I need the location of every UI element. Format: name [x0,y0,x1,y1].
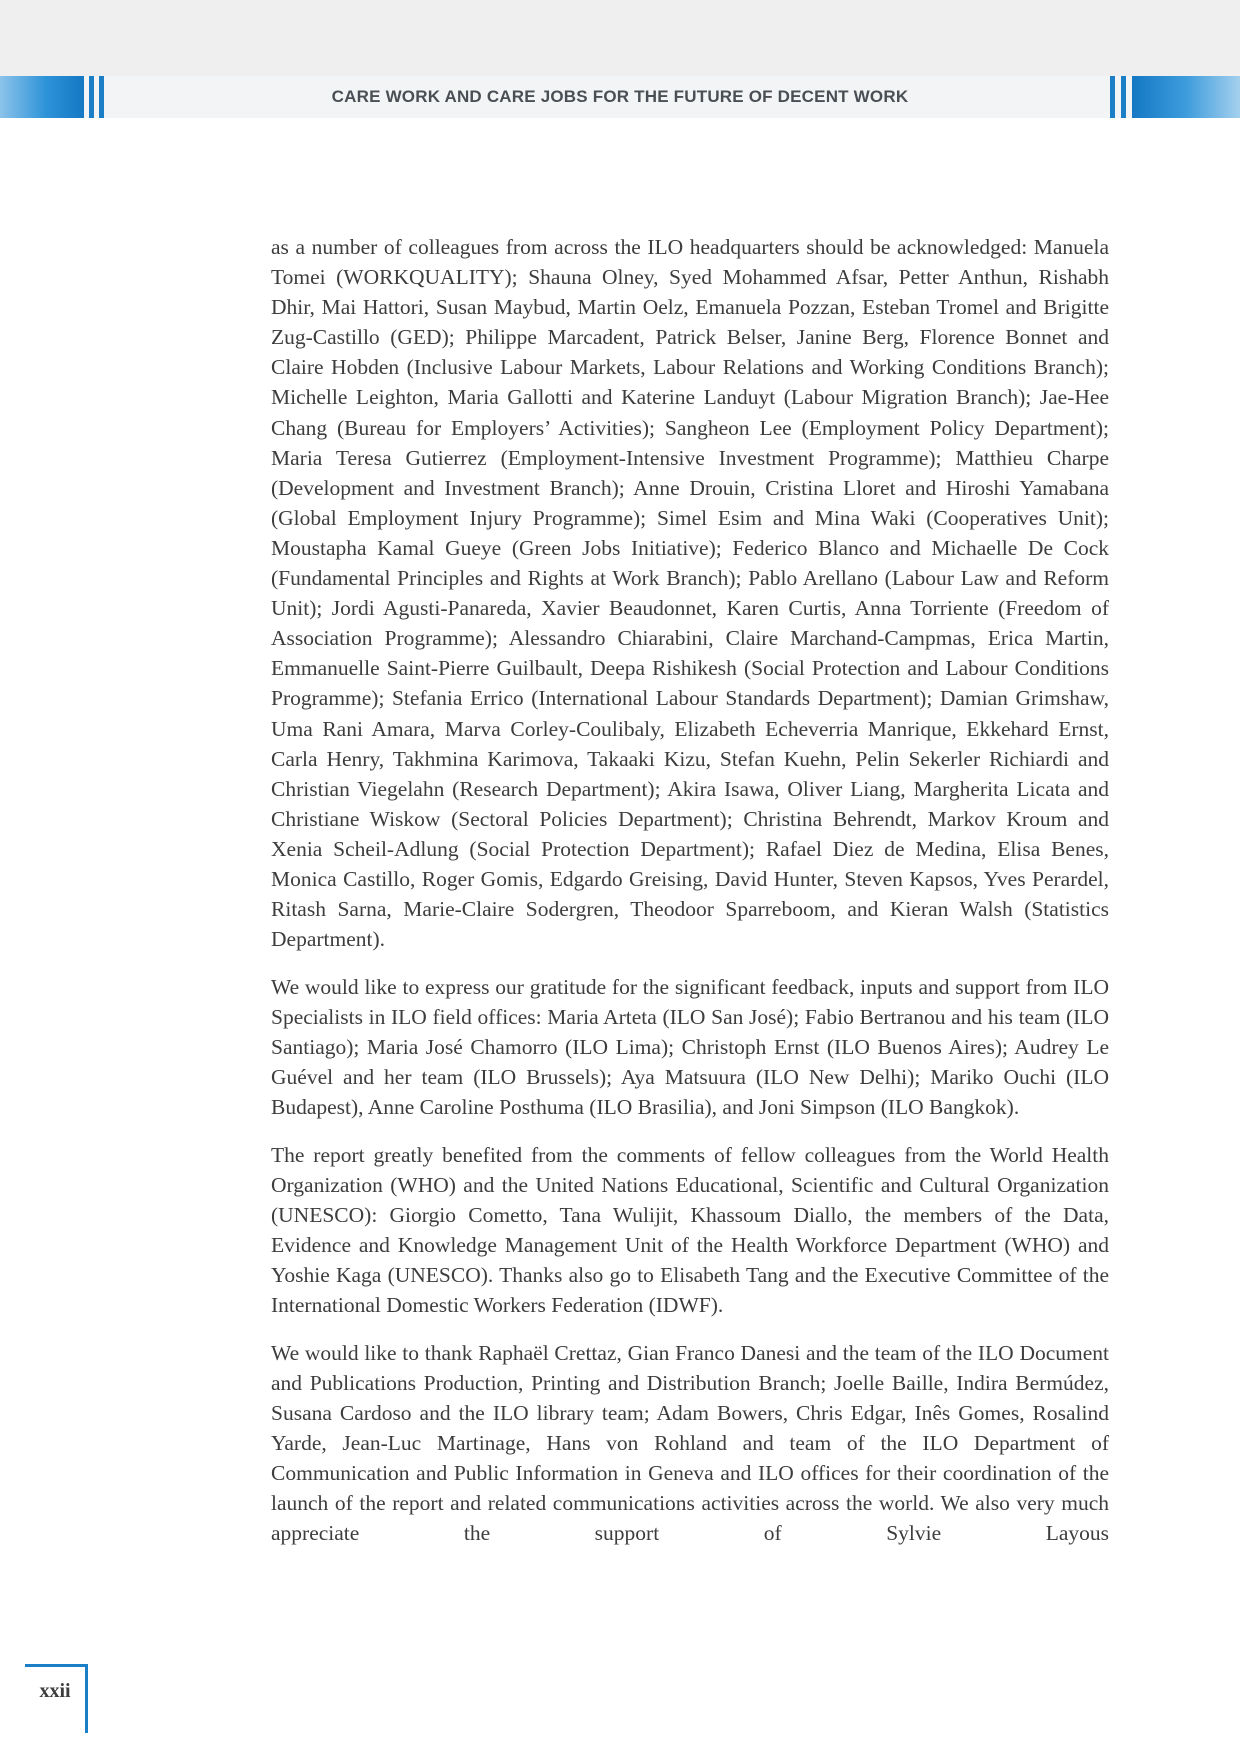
paragraph-acknowledgements-who-unesco: The report greatly benefited from the comments of fellow colleagues from the World Health Organization (WHO) and the United Nations Educational, Scientific and Cultural Organization (UNESCO): Giorgio Cometto, Tana Wulijit, Khassoum Diallo, the members of the Data, Evidence and Knowledge Management Unit of the Health Workforce Department (WHO) and Yoshie Kaga (UNESCO). Thanks also go to Elisabeth Tang and the Executive Committee of the International Domestic Workers Federation (IDWF). [271,1142,1109,1318]
paragraph-acknowledgements-headquarters: as a number of colleagues from across the ILO headquarters should be acknowledged: Manuela Tomei (WORKQUALITY); Shauna Olney, Syed Mohammed Afsar, Petter Anthun, Rishabh Dhir, Mai Hattori, Susan Maybud, Martin Oelz, Emanuela Pozzan, Esteban Tromel and Brigitte Zug-Castillo (GED); Philippe Marcadent, Patrick Belser, Janine Berg, Florence Bonnet and Claire Hobden (Inclusive Labour Markets, Labour Relations and Working Conditions Branch); Michelle Leighton, Maria Gallotti and Katerine Landuyt (Labour Migration Branch); Jae-Hee Chang (Bureau for Employers’ Activities); Sangheon Lee (Employment Policy Department); Maria Teresa Gutierrez (Employment-Intensive Investment Programme); Matthieu Charpe (Development and Investment Branch); Anne Drouin, Cristina Lloret and Hiroshi Yamabana (Global Employment Injury Programme); Simel Esim and Mina Waki (Cooperatives Unit); Moustapha Kamal Gueye (Green Jobs Initiative); Federico Blanco and Michaelle De Cock (Fundamental Principles and Rights at Work Branch); Pablo Arellano (Labour Law and Reform Unit); Jordi Agusti-Panareda, Xavier Beaudonnet, Karen Curtis, Anna Torriente (Freedom of Association Programme); Alessandro Chiarabini, Claire Marchand-Campmas, Erica Martin, Emmanuelle Saint-Pierre Guilbault, Deepa Rishikesh (Social Protection and Labour Conditions Programme); Stefania Errico (International Labour Standards Department); Damian Grimshaw, Uma Rani Amara, Marva Corley-Coulibaly, Elizabeth Echeverria Manrique, Ekkehard Ernst, Carla Henry, Takhmina Karimova, Takaaki Kizu, Stefan Kuehn, Pelin Sekerler Richiardi and Christian Viegelahn (Research Department); Akira Isawa, Oliver Liang, Margherita Licata and Christiane Wiskow (Sectoral Policies Department); Christina Behrendt, Markov Kroum and Xenia Scheil-Adlung (Social Protection Department); Rafael Diez de Medina, Elisa Benes, Monica Castillo, Roger Gomis, Edgardo Greising, David Hunter, Steven Kapsos, Yves Perardel, Ritash Sarna, Marie-Claire Sodergren, Theodoor Sparreboom, and Kieran Walsh (Statistics Department). [271,235,1109,952]
running-header-title: CARE WORK AND CARE JOBS FOR THE FUTURE OF DECENT WORK [331,87,909,106]
paragraph-acknowledgements-production: We would like to thank Raphaël Crettaz, Gian Franco Danesi and the team of the ILO Document and Publications Production, Printing and Distribution Branch; Joelle Baille, Indira Bermúdez, Susana Cardoso and the ILO library team; Adam Bowers, Chris Edgar, Inês Gomes, Rosalind Yarde, Jean-Luc Martinage, Hans von Rohland and team of the ILO Department of Communication and Public Information in Geneva and ILO offices for their coordination of the launch of the report and related communications activities across the world. We also very much appreciate the support of Sylvie Layous [271,1340,1109,1546]
page-number: xxii [39,1680,71,1702]
body-text [271,232,1109,1566]
paragraph-acknowledgements-field-offices: We would like to express our gratitude for the significant feedback, inputs and support from ILO Specialists in ILO field offices: Maria Arteta (ILO San José); Fabio Bertranou and his team (ILO Santiago); Maria José Chamorro (ILO Lima); Christoph Ernst (ILO Buenos Aires); Audrey Le Guével and her team (ILO Brussels); Aya Matsuura (ILO New Delhi); Mariko Ouchi (ILO Budapest), Anne Caroline Posthuma (ILO Brasilia), and Joni Simpson (ILO Bangkok). [271,974,1109,1120]
